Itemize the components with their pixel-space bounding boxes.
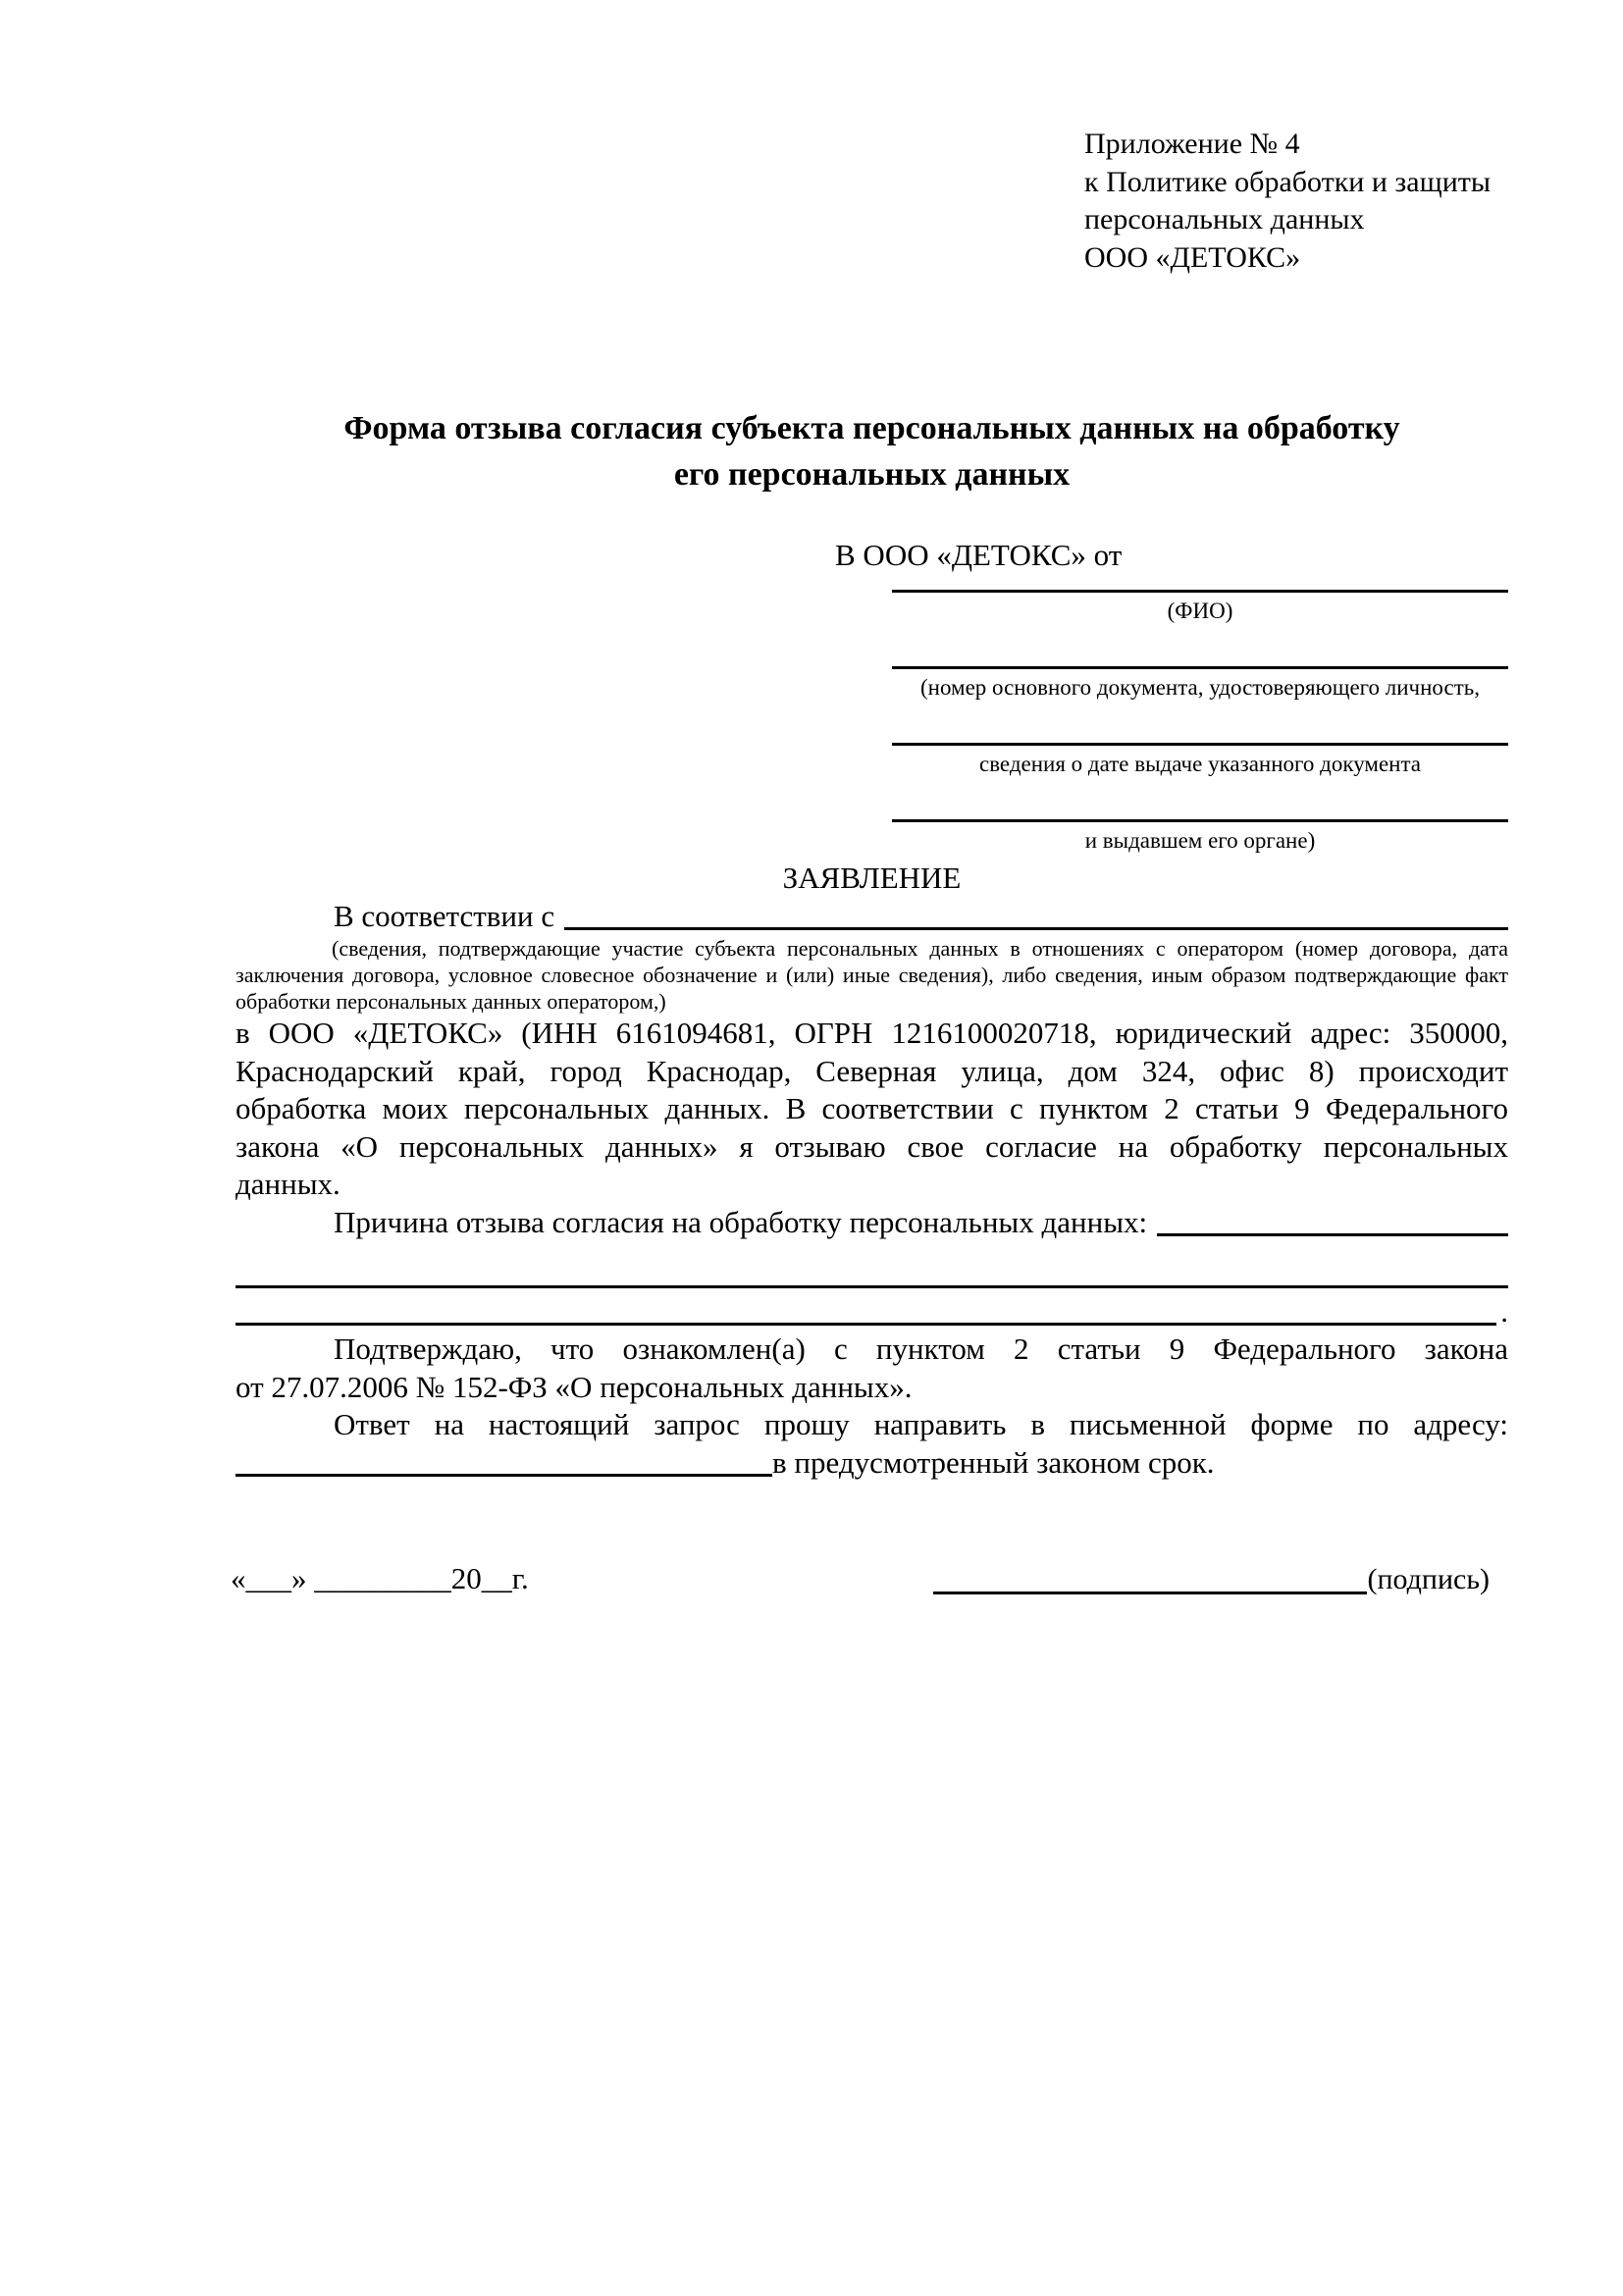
fine-print-note: (сведения, подтверждающие участие субъекта персональных данных в отношениях с оператором (номер договора, дата заключения договора, условное словесное обозначение и (или) иные сведения), либо сведения, иным образом подтверждающие факт обработки персональных данных оператором,) (236, 936, 1508, 1014)
id-number-blank-line[interactable] (892, 666, 1508, 701)
fio-blank-line[interactable] (892, 590, 1508, 624)
signature-blank-line[interactable] (933, 1592, 1367, 1594)
annex-line: персональных данных (1084, 203, 1365, 235)
title-line-1: Форма отзыва согласия субъекта персональных данных на обработку (343, 410, 1400, 446)
signature-row (933, 1561, 1490, 1599)
issue-date-blank-line[interactable] (892, 743, 1508, 777)
reason-blank-row-1[interactable] (236, 1255, 1508, 1293)
reason-blank-row-1-line[interactable] (236, 1285, 1508, 1288)
confirm-line-1: Подтверждаю, что ознакомлен(а) с пунктом 2 статьи 9 Федерального закона (334, 1331, 1508, 1366)
annex-line: ООО «ДЕТОКС» (1084, 240, 1301, 274)
addressee-to-line: В ООО «ДЕТОКС» от (835, 538, 1123, 572)
reply-address-blank-line[interactable] (236, 1474, 772, 1477)
title-line-2: его персональных данных (673, 456, 1071, 493)
date-field[interactable]: «___» _________20__г. (231, 1561, 529, 1595)
document-title (236, 405, 1508, 497)
accordance-label: В соответствии с (334, 898, 555, 933)
issue-date-caption: сведения о дате выдаче указанного документа (978, 752, 1422, 776)
body-paragraph: в ООО «ДЕТОКС» (ИНН 6161094681, ОГРН 1216100020718, юридический адрес: 350000, Краснодарский край, город Краснодар, Северная улица, дом 324, офис 8) происходит обработка моих персональных данных. В соответствии с пунктом 2 статьи 9 Федерального закона «О персональных данных» я отзываю свое согласие на обработку персональных данных. (236, 1016, 1508, 1201)
accordance-row (236, 898, 1508, 936)
reason-blank-row-2-line[interactable] (236, 1323, 1496, 1326)
period-mark: . (1500, 1293, 1508, 1329)
reply-line: Ответ на настоящий запрос прошу направить в письменной форме по адресу: (334, 1407, 1508, 1441)
fio-caption: (ФИО) (1167, 599, 1233, 623)
annex-block (1084, 126, 1491, 277)
statement-heading: ЗАЯВЛЕНИЕ (782, 861, 962, 895)
reason-blank-line[interactable] (1157, 1233, 1508, 1236)
reason-label: Причина отзыва согласия на обработку персональных данных: (334, 1204, 1148, 1239)
issuing-authority-caption: и выдавшем его органе) (1084, 828, 1316, 853)
reply-suffix: в предусмотренный законом срок. (772, 1444, 1215, 1480)
annex-line: Приложение № 4 (1084, 128, 1300, 160)
statement-body (236, 860, 1508, 1482)
issuing-authority-blank-line[interactable] (892, 819, 1508, 854)
accordance-blank-line[interactable] (564, 927, 1508, 930)
reason-row (236, 1204, 1508, 1242)
id-number-caption: (номер основного документа, удостоверяющего личность, (919, 675, 1480, 700)
reply-address-row (236, 1444, 1508, 1483)
signature-caption: (подпись) (1367, 1563, 1490, 1595)
reason-blank-row-2[interactable] (236, 1293, 1508, 1331)
confirm-line-2: от 27.07.2006 № 152-ФЗ «О персональных данных». (236, 1369, 913, 1404)
annex-line: к Политике обработки и защиты (1084, 165, 1492, 198)
